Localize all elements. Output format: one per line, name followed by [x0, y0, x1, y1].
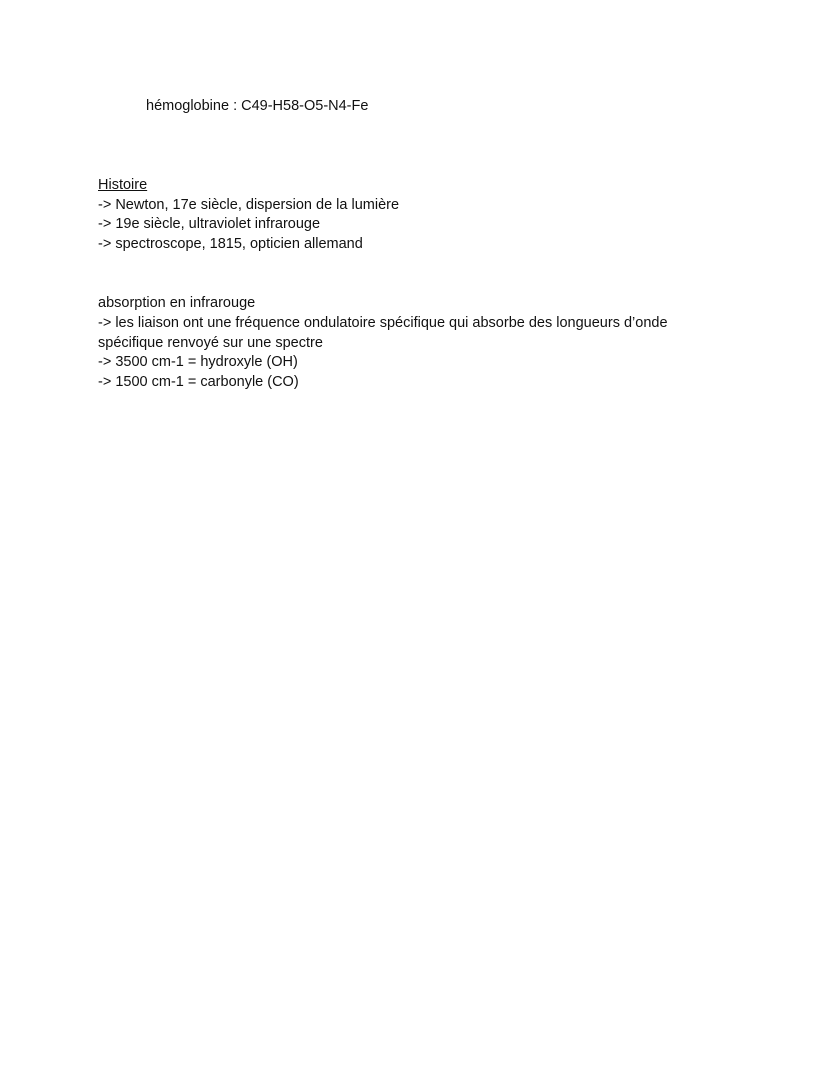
formula-line: hémoglobine : C49-H58-O5-N4-Fe: [146, 98, 369, 114]
histoire-heading: Histoire: [98, 177, 148, 193]
histoire-item: -> Newton, 17e siècle, dispersion de la lumière: [98, 197, 400, 213]
absorption-line: -> 3500 cm-1 = hydroxyle (OH): [98, 354, 298, 370]
absorption-line: -> les liaison ont une fréquence ondulatoire spécifique qui absorbe des longueurs d’onde: [98, 315, 668, 331]
histoire-item: -> spectroscope, 1815, opticien allemand: [98, 236, 363, 252]
absorption-heading: absorption en infrarouge: [98, 295, 256, 311]
histoire-item: -> 19e siècle, ultraviolet infrarouge: [98, 216, 321, 232]
absorption-line: -> 1500 cm-1 = carbonyle (CO): [98, 374, 299, 390]
absorption-line: spécifique renvoyé sur une spectre: [98, 335, 323, 351]
